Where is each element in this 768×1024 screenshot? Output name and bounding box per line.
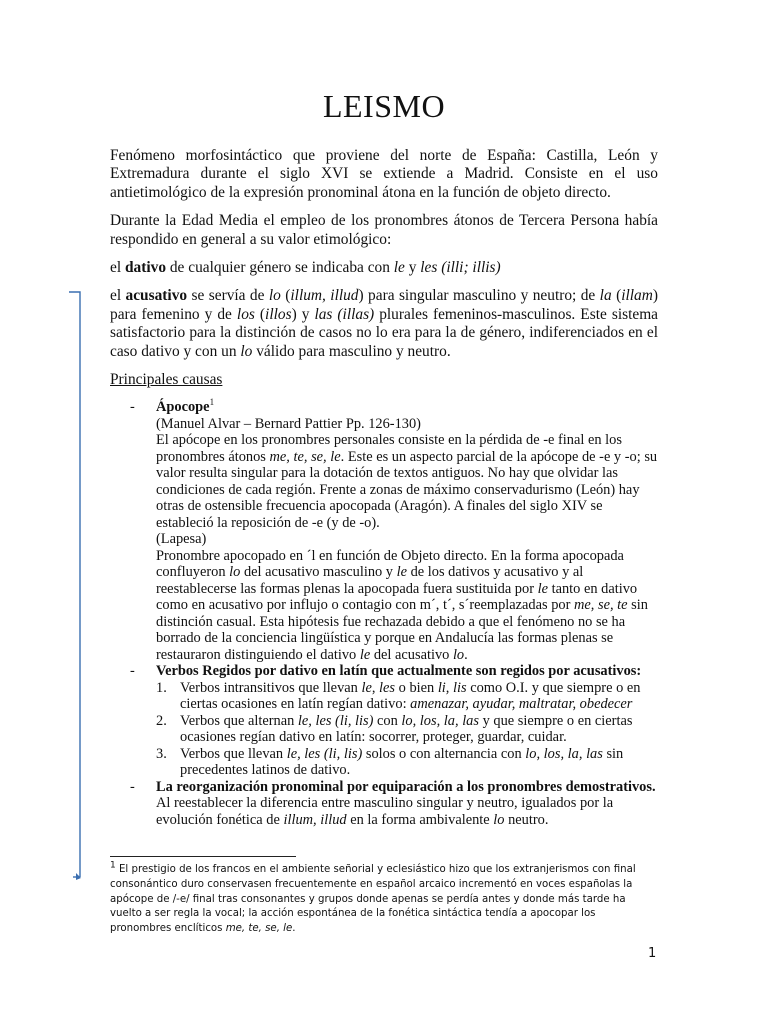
footnote-separator: [110, 856, 296, 857]
list-dash: -: [130, 399, 135, 416]
verbos-heading: Verbos Regidos por dativo en latín que actualmente son regidos por acusativos:: [156, 663, 642, 680]
list-dash: -: [130, 663, 135, 680]
apocope-text-1: El apócope en los pronombres personales consiste en la pérdida de -e final en los pronombres átonos me, te, se, le. Este es un aspecto parcial de la apócope de -e y -o; su valor resulta singular para la dotación de textos antiguos. No hay que olvidar las condiciones de cada región. Frente a zonas de máximo conservadurismo (León) hay otras de ostensible frecuencia apocopada (Aragón). A finales del siglo XIV se estableció la reposición de -e (y de -o).: [156, 432, 658, 531]
footnote: $^1$ El prestigio de los francos en el ambiente señorial y eclesiástico hizo que los extranjerismos con final consonántico duro conservasen frecuentemente en español arcaico incrementó en voces españolas la apócope de /-e/ final tras consonantes y grupos donde apenas se perdía antes y donde más tarde ha vuelto a ser regla la vocal; la acción espontánea de la fonética sintáctica tendía a apocopar los pronombres enclíticos me, te, se, le.: [110, 860, 636, 935]
cause-verbos-regidos: [110, 663, 658, 779]
apocope-text-2: Pronombre apocopado en ´l en función de Objeto directo. En la forma apocopada confluyeron lo del acusativo masculino y le de los dativos y acusativo y al reestablecerse las formas plenas la apocopada fuera sustituida por le tanto en dativo como en acusativo por influjo o contagio con m´, t´, s´reemplazadas por me, se, te sin distinción casual. Esta hipótesis fue rechazada debido a que el fenómeno no se ha borrado de la conciencia lingüística y porque en Andalucía las formas plenas se restauraron distinguiendo el dativo le del acusativo lo.: [156, 547, 648, 663]
document-page: [110, 88, 658, 828]
intro-paragraph: Fenómeno morfosintáctico que proviene del norte de España: Castilla, León y Extremadura durante el siglo XVI se extiende a Madrid. Consiste en el uso antietimológico de la expresión pronominal átona en la función de objeto directo.: [110, 147, 658, 201]
edad-media-paragraph: Durante la Edad Media el empleo de los pronombres átonos de Tercera Persona había respondido en general a su valor etimológico:: [110, 212, 658, 248]
list-item: 3. Verbos que llevan le, les (li, lis) solos o con alternancia con lo, los, la, las sin precedentes latinos de dativo.: [156, 745, 624, 779]
cause-reorganizacion: [110, 779, 658, 829]
apocope-heading: Ápocope: [156, 399, 210, 416]
verbos-numbered-list: [156, 680, 658, 779]
page-number: 1: [648, 946, 657, 961]
document-title: LEISMO: [322, 88, 446, 124]
reorg-heading: La reorganización pronominal por equiparación a los pronombres demostrativos.: [156, 778, 656, 795]
dativo-paragraph: el dativo de cualquier género se indicaba con le y les (illi; illis): [110, 259, 501, 277]
acusativo-paragraph: el acusativo se servía de lo (illum, illud) para singular masculino y neutro; de la (illam) para femenino y de los (illos) y las (illas) plurales femeninos-masculinos. Este sistema satisfactorio para la distinción de casos no lo era para la de género, indiferenciados en el caso dativo y con un lo válido para masculino y neutro.: [110, 287, 658, 360]
footnote-link-bracket: [68, 291, 81, 881]
reorg-text: Al reestablecer la diferencia entre masculino singular y neutro, igualados por la evolución fonética de illum, illud en la forma ambivalente lo neutro.: [156, 795, 614, 828]
list-dash: -: [130, 778, 135, 795]
causes-list: [110, 399, 658, 828]
footnote-ref[interactable]: 1: [209, 397, 215, 408]
lapesa-reference: (Lapesa): [156, 531, 207, 548]
apocope-reference: (Manuel Alvar – Bernard Pattier Pp. 126-130): [156, 415, 421, 432]
cause-apocope: [110, 399, 658, 663]
list-item: 1. Verbos intransitivos que llevan le, les o bien li, lis como O.I. y que siempre o en ciertas ocasiones en latín regían dativo: amenazar, ayudar, maltratar, obedecer: [156, 679, 641, 713]
causes-heading: Principales causas: [110, 371, 223, 389]
list-item: 2. Verbos que alternan le, les (li, lis) con lo, los, la, las y que siempre o en ciertas ocasiones regían dativo en latín: socorrer, proteger, guardar, cuidar.: [156, 712, 633, 746]
